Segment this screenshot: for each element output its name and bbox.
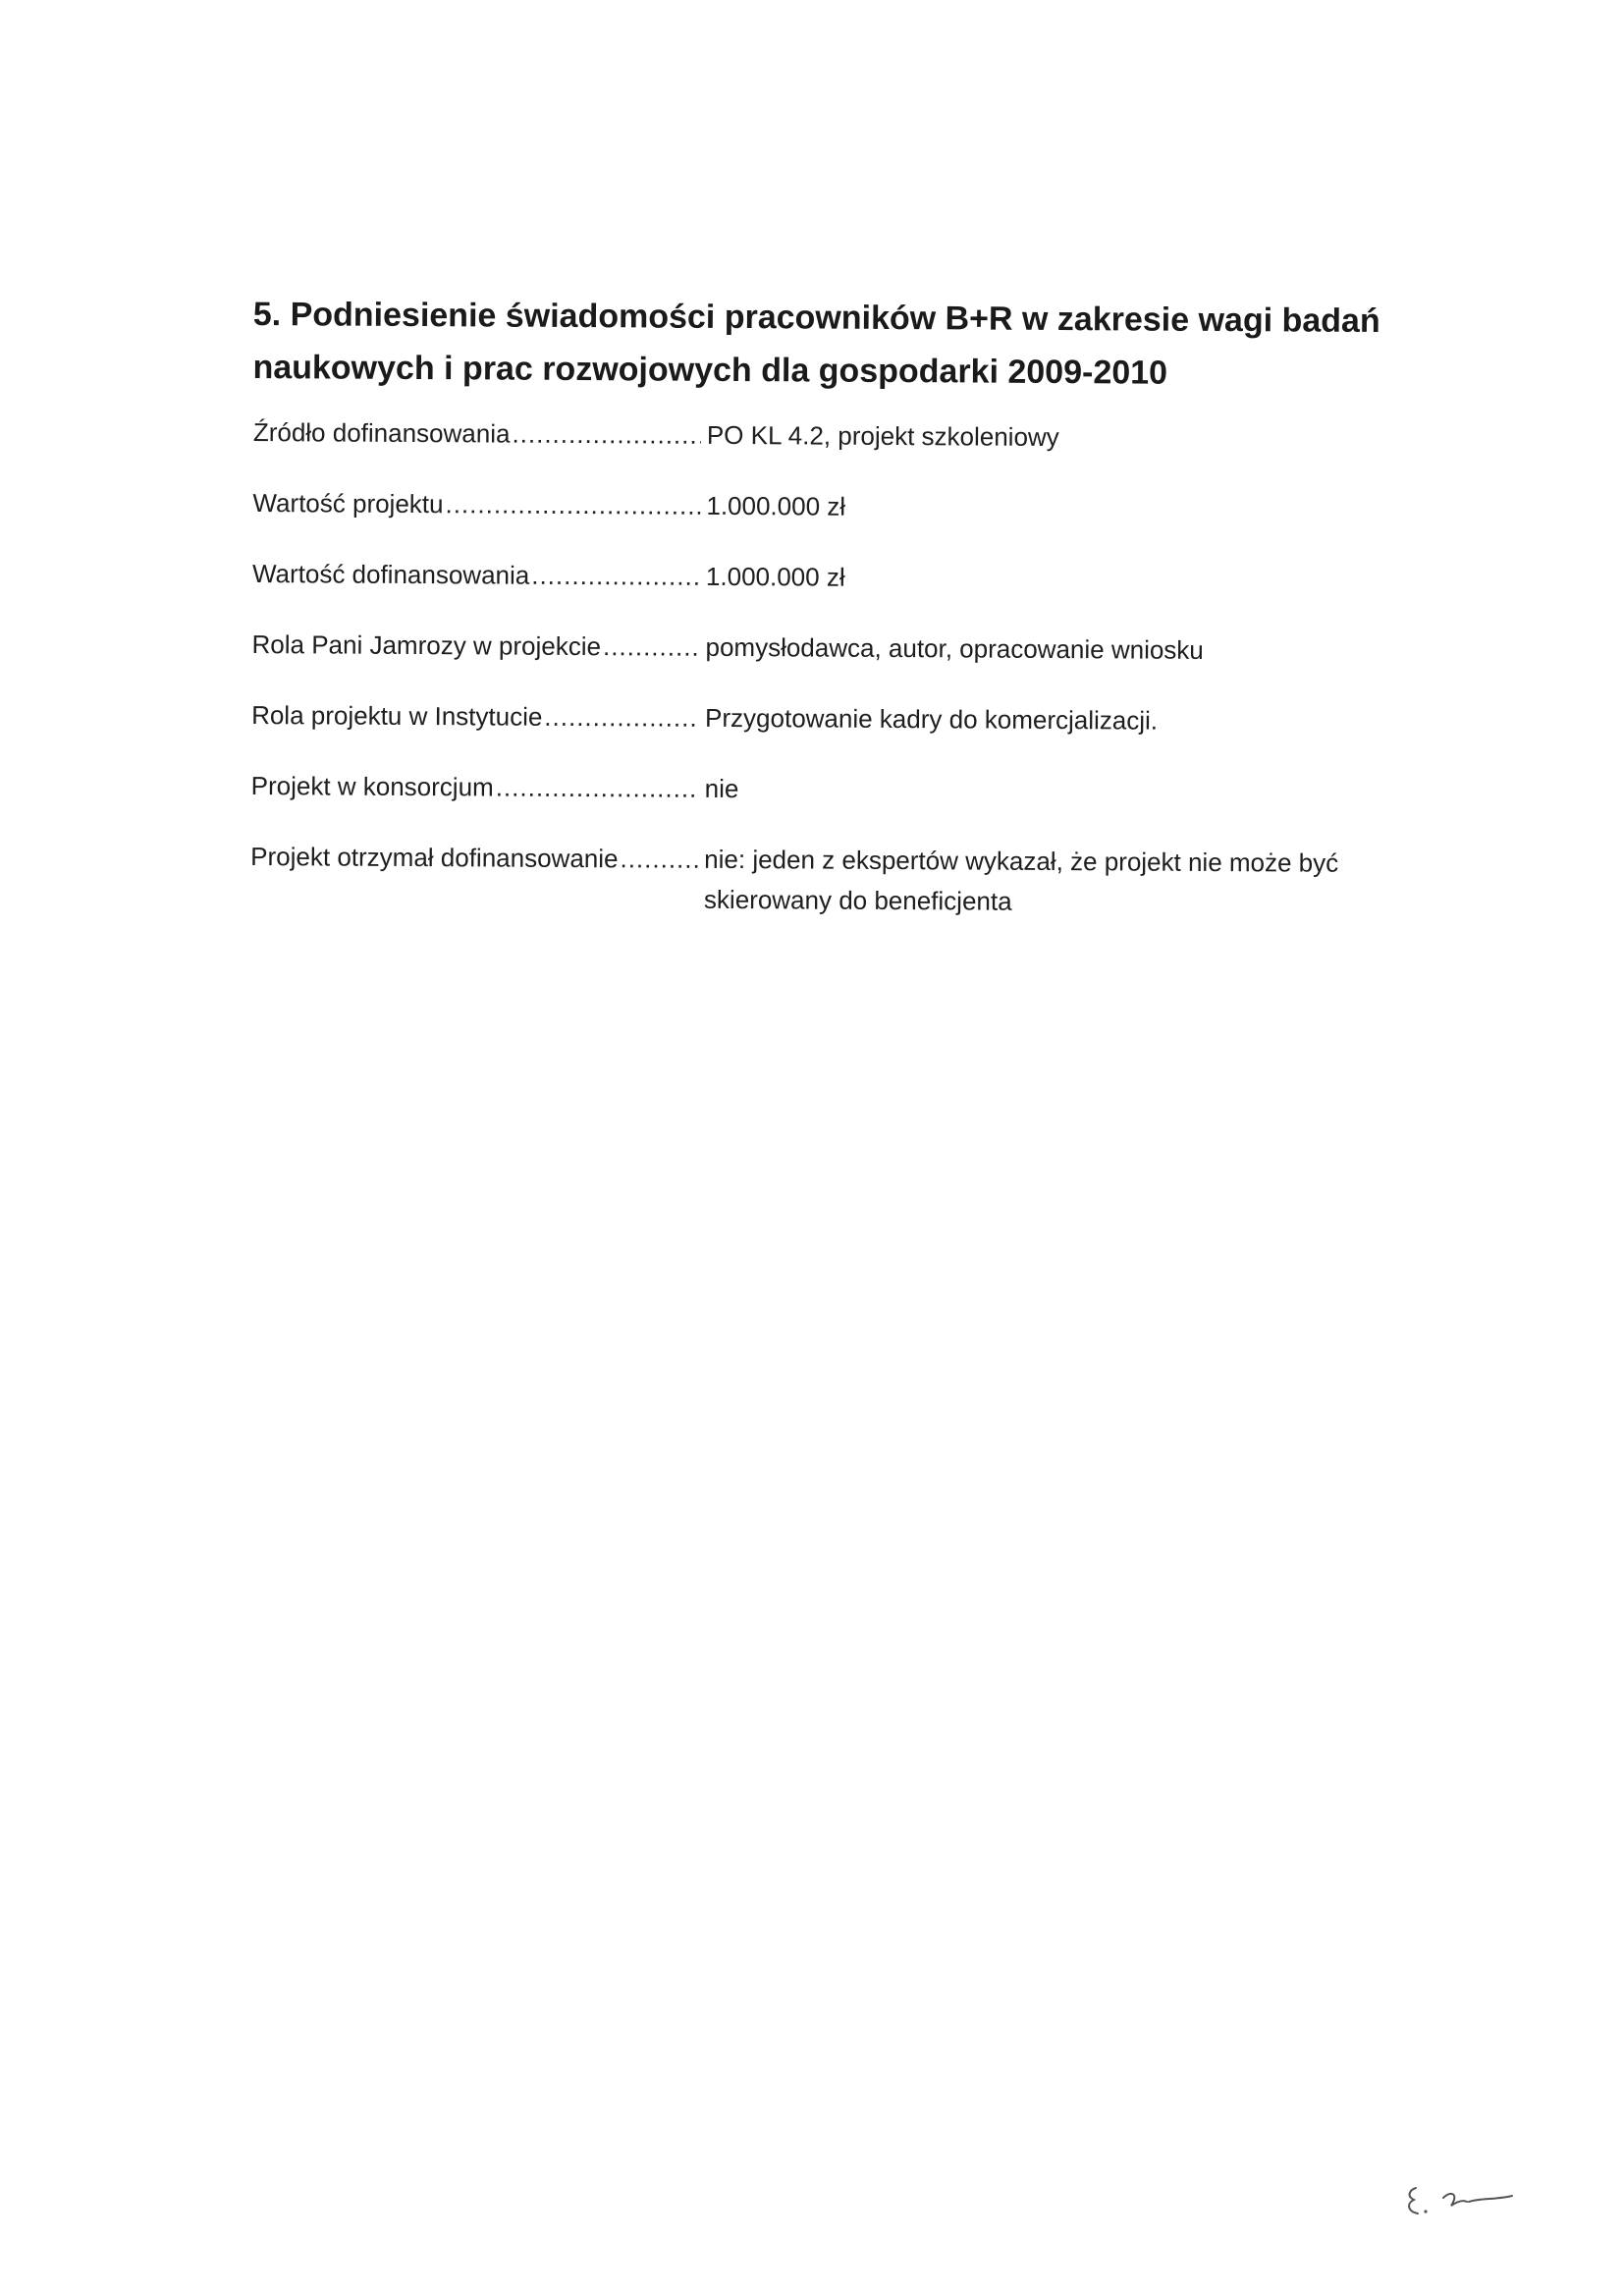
detail-row-role-in-institute [251, 695, 1430, 742]
detail-row-project-value [252, 483, 1431, 530]
detail-label-text: Źródło dofinansowania [252, 416, 511, 449]
detail-value: Przygotowanie kadry do komercjalizacji. [705, 702, 1159, 736]
dot-leader [542, 697, 699, 738]
dot-leader [618, 839, 698, 879]
detail-value: nie [704, 773, 739, 804]
dot-leader [510, 414, 701, 456]
dot-leader [601, 627, 700, 668]
detail-label-text: Wartość dofinansowania [251, 558, 530, 590]
detail-label [252, 483, 700, 526]
detail-row-role-in-project [251, 625, 1430, 672]
dot-leader [443, 484, 700, 526]
section-heading: 5. Podniesienie świadomości pracowników B+R w zakresie wagi badań naukowych i prac rozwojowych dla gospodarki 2009-2010 [252, 295, 1380, 392]
detail-value: nie: jeden z ekspertów wykazał, że projekt nie może być skierowany do beneficjenta [703, 844, 1339, 916]
signature-stroke-3 [1469, 2196, 1512, 2202]
dot-leader [494, 768, 699, 809]
detail-label-text: Rola Pani Jamrozy w projekcie [251, 629, 602, 662]
project-details-list [250, 412, 1432, 955]
detail-value: PO KL 4.2, projekt szkoleniowy [706, 419, 1059, 453]
detail-value: 1.000.000 zł [705, 561, 845, 592]
signature-stroke-2 [1443, 2194, 1467, 2206]
detail-label [251, 625, 699, 668]
signature-stroke-1 [1409, 2188, 1418, 2214]
detail-value: 1.000.000 zł [706, 490, 846, 521]
detail-label-text: Wartość projektu [252, 487, 444, 519]
signature-dot [1424, 2210, 1427, 2213]
detail-label [251, 766, 699, 809]
detail-row-funding-received [250, 837, 1429, 924]
detail-label-text: Projekt w konsorcjum [250, 770, 494, 802]
detail-label [250, 837, 698, 880]
detail-row-consortium [251, 766, 1430, 813]
detail-label-text: Rola projektu w Instytucie [251, 699, 543, 732]
detail-label [253, 412, 701, 456]
detail-label-text: Projekt otrzymał dofinansowanie [250, 841, 619, 874]
signature-initials [1402, 2176, 1530, 2225]
detail-label [252, 554, 700, 597]
detail-row-funding-value [252, 554, 1431, 601]
dot-leader [529, 556, 700, 597]
detail-label [251, 695, 699, 738]
detail-value: pomysłodawca, autor, opracowanie wniosku [705, 631, 1204, 665]
detail-row-funding-source [253, 412, 1432, 460]
